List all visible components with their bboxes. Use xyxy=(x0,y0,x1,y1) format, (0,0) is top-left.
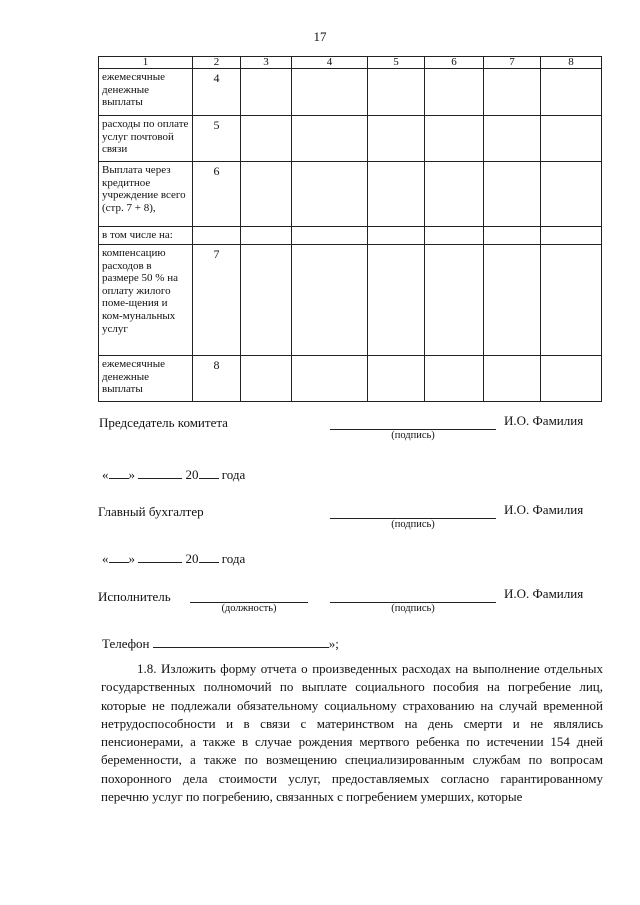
accountant-name: И.О. Фамилия xyxy=(504,502,584,517)
table-row xyxy=(99,227,602,245)
row-code: 8 xyxy=(193,356,241,402)
cell xyxy=(425,245,484,356)
cell xyxy=(292,69,368,116)
cell xyxy=(425,116,484,162)
row-label: в том числе на: xyxy=(99,227,193,245)
column-header: 3 xyxy=(241,57,292,69)
table-row xyxy=(99,356,602,402)
cell xyxy=(425,356,484,402)
row-label: расходы по оплате услуг почтовой связи xyxy=(99,116,193,162)
paragraph-1-8: 1.8. Изложить форму отчета о произведенных расходах на выполнение отдельных государственных полномочий по выплате социального пособия на погребение лиц, которые не подлежали обязательному социальному страхованию на случай временной нетрудоспособности и в связи с материнством на день смерти и не являлись пенсионерами, а также в случае рождения мертвого ребенка по истечении 154 дней беременности, а также по возмещению специализированным службам по вопросам похоронного дела стоимости услуг, предоставляемых согласно гарантированному перечню услуг по погребению, связанных с погребением умерших, которые xyxy=(101,661,603,805)
row-label: Выплата через кредитное учреждение всего (стр. 7 + 8), xyxy=(99,162,193,227)
cell xyxy=(484,245,541,356)
table-row xyxy=(99,69,602,116)
row-code xyxy=(193,227,241,245)
cell xyxy=(368,116,425,162)
cell xyxy=(368,69,425,116)
row-code: 7 xyxy=(193,245,241,356)
chairman-signature-hint: (подпись) xyxy=(391,430,435,441)
cell xyxy=(241,356,292,402)
row-label: ежемесячные денежные выплаты xyxy=(99,69,193,116)
table-row xyxy=(99,245,602,356)
accountant-title: Главный бухгалтер xyxy=(98,504,204,519)
cell xyxy=(484,162,541,227)
date-line-accountant: « » 20 года xyxy=(102,551,246,566)
cell xyxy=(541,162,602,227)
phone-label: Телефон xyxy=(102,636,150,651)
cell xyxy=(368,162,425,227)
phone-line: Телефон »; xyxy=(102,636,339,651)
row-code: 4 xyxy=(193,69,241,116)
cell xyxy=(541,69,602,116)
row-label: ежемесячные денежные выплаты xyxy=(99,356,193,402)
accountant-signature-hint: (подпись) xyxy=(391,519,435,530)
executor-name: И.О. Фамилия xyxy=(504,586,584,601)
executor-signature-hint: (подпись) xyxy=(391,603,435,614)
cell xyxy=(241,69,292,116)
cell xyxy=(484,69,541,116)
column-header: 1 xyxy=(99,57,193,69)
cell xyxy=(425,162,484,227)
cell xyxy=(484,356,541,402)
cell xyxy=(541,245,602,356)
cell xyxy=(292,116,368,162)
cell xyxy=(368,245,425,356)
column-header: 8 xyxy=(541,57,602,69)
cell xyxy=(541,356,602,402)
report-table xyxy=(98,56,602,402)
cell xyxy=(425,227,484,245)
cell xyxy=(241,116,292,162)
column-header: 2 xyxy=(193,57,241,69)
cell xyxy=(425,69,484,116)
cell xyxy=(541,227,602,245)
row-label: компенсацию расходов в размере 50 % на оплату жилого поме-щения и ком-мунальных услуг xyxy=(99,245,193,356)
executor-position-hint: (должность) xyxy=(221,603,277,614)
table-header-row xyxy=(99,57,602,69)
cell xyxy=(292,245,368,356)
column-header: 7 xyxy=(484,57,541,69)
row-code: 5 xyxy=(193,116,241,162)
cell xyxy=(241,162,292,227)
chairman-name: И.О. Фамилия xyxy=(504,413,584,428)
table-row xyxy=(99,162,602,227)
column-header: 4 xyxy=(292,57,368,69)
page-number: 17 xyxy=(313,29,327,44)
date-line-chairman: « » 20 года xyxy=(102,467,246,482)
chairman-title: Председатель комитета xyxy=(99,415,228,430)
table-row xyxy=(99,116,602,162)
row-code: 6 xyxy=(193,162,241,227)
cell xyxy=(484,116,541,162)
cell xyxy=(241,227,292,245)
cell xyxy=(541,116,602,162)
cell xyxy=(292,356,368,402)
column-header: 6 xyxy=(425,57,484,69)
cell xyxy=(292,227,368,245)
cell xyxy=(368,356,425,402)
executor-title: Исполнитель xyxy=(98,589,171,604)
cell xyxy=(484,227,541,245)
cell xyxy=(241,245,292,356)
column-header: 5 xyxy=(368,57,425,69)
cell xyxy=(292,162,368,227)
cell xyxy=(368,227,425,245)
